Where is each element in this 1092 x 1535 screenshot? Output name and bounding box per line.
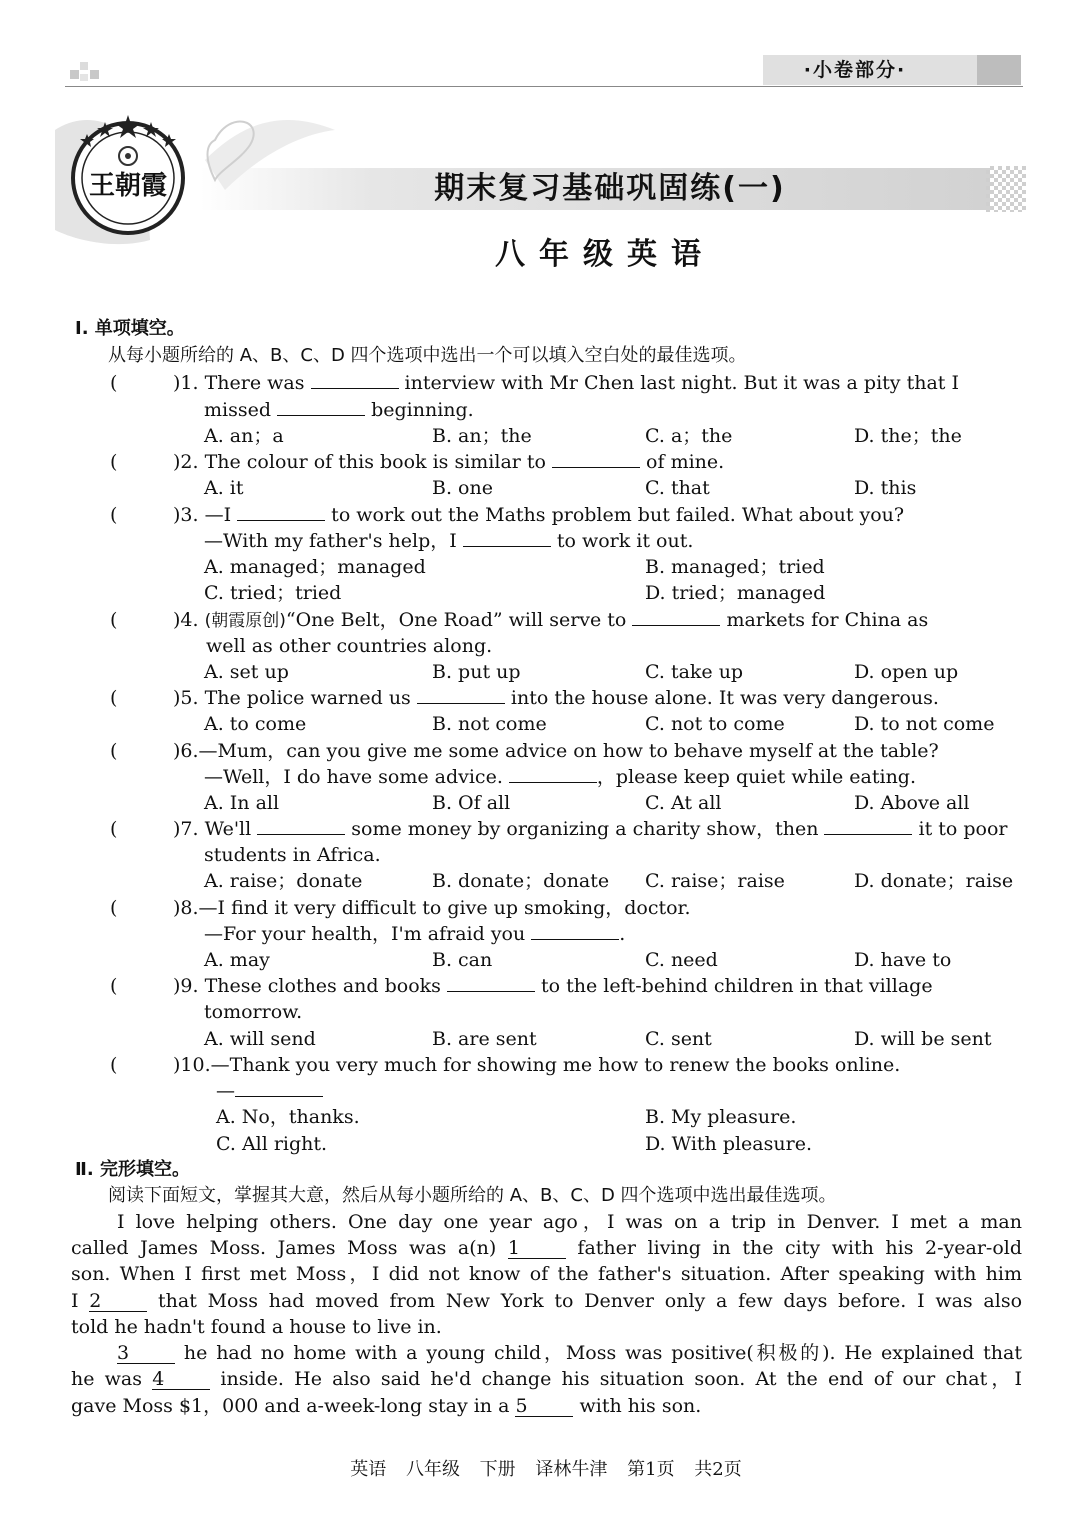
answer-paren: (: [110, 1054, 118, 1076]
option-c: C. that: [645, 477, 710, 499]
question-text: )2. The colour of this book is similar to of mine.: [173, 451, 725, 473]
option-c: C. take up: [645, 661, 744, 683]
paragraph-line: I love helping others. One day one year ago，I was on a trip in Denver. I met a man: [117, 1211, 1022, 1233]
option-d: D. will be sent: [854, 1028, 992, 1050]
option-a: A. No，thanks.: [216, 1106, 360, 1128]
option-a: A. may: [204, 949, 270, 971]
option-c: C. At all: [645, 792, 722, 814]
section1-heading: Ⅰ. 单项填空。: [75, 318, 185, 339]
question-text: )5. The police warned us into the house alone. It was very dangerous.: [173, 687, 939, 709]
paragraph-line: called James Moss. James Moss was a(n) 1 father living in the city with his 2-year-old: [71, 1237, 1023, 1259]
option-a: A. In all: [204, 792, 280, 814]
option-b: B. can: [432, 949, 493, 971]
option-d: D. the；the: [854, 425, 962, 447]
section2-instruction: 阅读下面短文，掌握其大意，然后从每小题所给的 A、B、C、D 四个选项中选出最佳选项。: [108, 1185, 837, 1206]
option-a: A. raise；donate: [204, 870, 363, 892]
question-text: )10.—Thank you very much for showing me how to renew the books online.: [173, 1054, 901, 1076]
section2-heading: Ⅱ. 完形填空。: [75, 1159, 190, 1180]
header-rule: [65, 86, 1023, 87]
question-text: )9. These clothes and books to the left-behind children in that village: [173, 975, 933, 997]
answer-paren: (: [110, 975, 118, 997]
option-b: B. an；the: [432, 425, 532, 447]
option-a: A. will send: [204, 1028, 316, 1050]
paragraph-line: gave Moss $1，000 and a-week-long stay in a 5 with his son.: [71, 1395, 702, 1417]
option-d: D. open up: [854, 661, 959, 683]
option-d: D. to not come: [854, 713, 995, 735]
option-a: A. an；a: [204, 425, 284, 447]
page-footer: 英语 八年级 下册 译林牛津 第1页 共2页: [350, 1459, 742, 1480]
option-b: B. managed；tried: [645, 556, 825, 578]
paragraph-line: told he hadn't found a house to live in.: [71, 1316, 442, 1338]
option-c: C. sent: [645, 1028, 712, 1050]
answer-paren: (: [110, 687, 118, 709]
option-d: D. donate；raise: [854, 870, 1014, 892]
answer-paren: (: [110, 609, 118, 631]
question-text-cont: tomorrow.: [204, 1001, 303, 1023]
option-b: B. My pleasure.: [645, 1106, 797, 1128]
question-text-cont: missed beginning.: [204, 399, 474, 421]
option-d: D. have to: [854, 949, 952, 971]
option-c: C. raise；raise: [645, 870, 785, 892]
checker-decoration: [986, 166, 1026, 212]
question-text-cont: —: [216, 1078, 323, 1104]
page-subtitle: 八年级英语: [495, 237, 715, 272]
question-text-cont: —Well，I do have some advice. ，please keep quiet while eating.: [204, 766, 917, 788]
question-text: )4. (朝霞原创)“One Belt，One Road” will serve to markets for China as: [173, 609, 929, 631]
option-b: B. are sent: [432, 1028, 537, 1050]
question-text-cont: students in Africa.: [204, 844, 381, 866]
logo-text: 王朝霞: [88, 171, 168, 201]
option-d: D. Above all: [854, 792, 970, 814]
answer-paren: (: [110, 818, 118, 840]
paragraph-line: I 2 that Moss had moved from New York to Denver only a few days before. I was also: [71, 1290, 1023, 1312]
option-a: A. it: [204, 477, 244, 499]
question-text: )6.—Mum，can you give me some advice on how to behave myself at the table?: [173, 740, 939, 762]
question-text: )7. We'll some money by organizing a charity show，then it to poor: [173, 818, 1008, 840]
option-c: C. tried；tried: [204, 582, 342, 604]
option-c: C. not to come: [645, 713, 785, 735]
question-text: )1. There was interview with Mr Chen last night. But it was a pity that I: [173, 372, 959, 394]
paragraph-line: 3 he had no home with a young child，Moss was positive(积极的). He explained that: [117, 1342, 1022, 1364]
option-d: D. this: [854, 477, 917, 499]
question-text-cont: —With my father's help，I to work it out.: [204, 530, 694, 552]
page-title: 期末复习基础巩固练(一): [434, 171, 786, 206]
option-c: C. need: [645, 949, 718, 971]
option-b: B. not come: [432, 713, 547, 735]
option-b: B. donate；donate: [432, 870, 610, 892]
option-d: D. With pleasure.: [645, 1133, 812, 1155]
option-c: C. All right.: [216, 1133, 328, 1155]
question-text-cont: well as other countries along.: [206, 635, 493, 657]
option-c: C. a；the: [645, 425, 733, 447]
section1-instruction: 从每小题所给的 A、B、C、D 四个选项中选出一个可以填入空白处的最佳选项。: [108, 345, 747, 366]
question-text-cont: —For your health，I'm afraid you .: [204, 923, 626, 945]
option-b: B. one: [432, 477, 493, 499]
question-text: )8.—I find it very difficult to give up smoking，doctor.: [173, 897, 691, 919]
option-b: B. put up: [432, 661, 521, 683]
answer-paren: (: [110, 372, 118, 394]
header-tab-label: ·小卷部分·: [803, 59, 907, 81]
option-a: A. set up: [204, 661, 289, 683]
answer-paren: (: [110, 504, 118, 526]
option-b: B. Of all: [432, 792, 511, 814]
answer-paren: (: [110, 451, 118, 473]
option-a: A. managed；managed: [204, 556, 426, 578]
paragraph-line: son. When I first met Moss，I did not know of the father's situation. After speaking with him: [71, 1263, 1022, 1285]
paragraph-line: he was 4 inside. He also said he'd change his situation soon. At the end of our chat，I: [71, 1368, 1022, 1390]
answer-paren: (: [110, 740, 118, 762]
answer-paren: (: [110, 897, 118, 919]
option-a: A. to come: [204, 713, 307, 735]
question-text: )3. —I to work out the Maths problem but failed. What about you?: [173, 504, 905, 526]
option-d: D. tried；managed: [645, 582, 826, 604]
